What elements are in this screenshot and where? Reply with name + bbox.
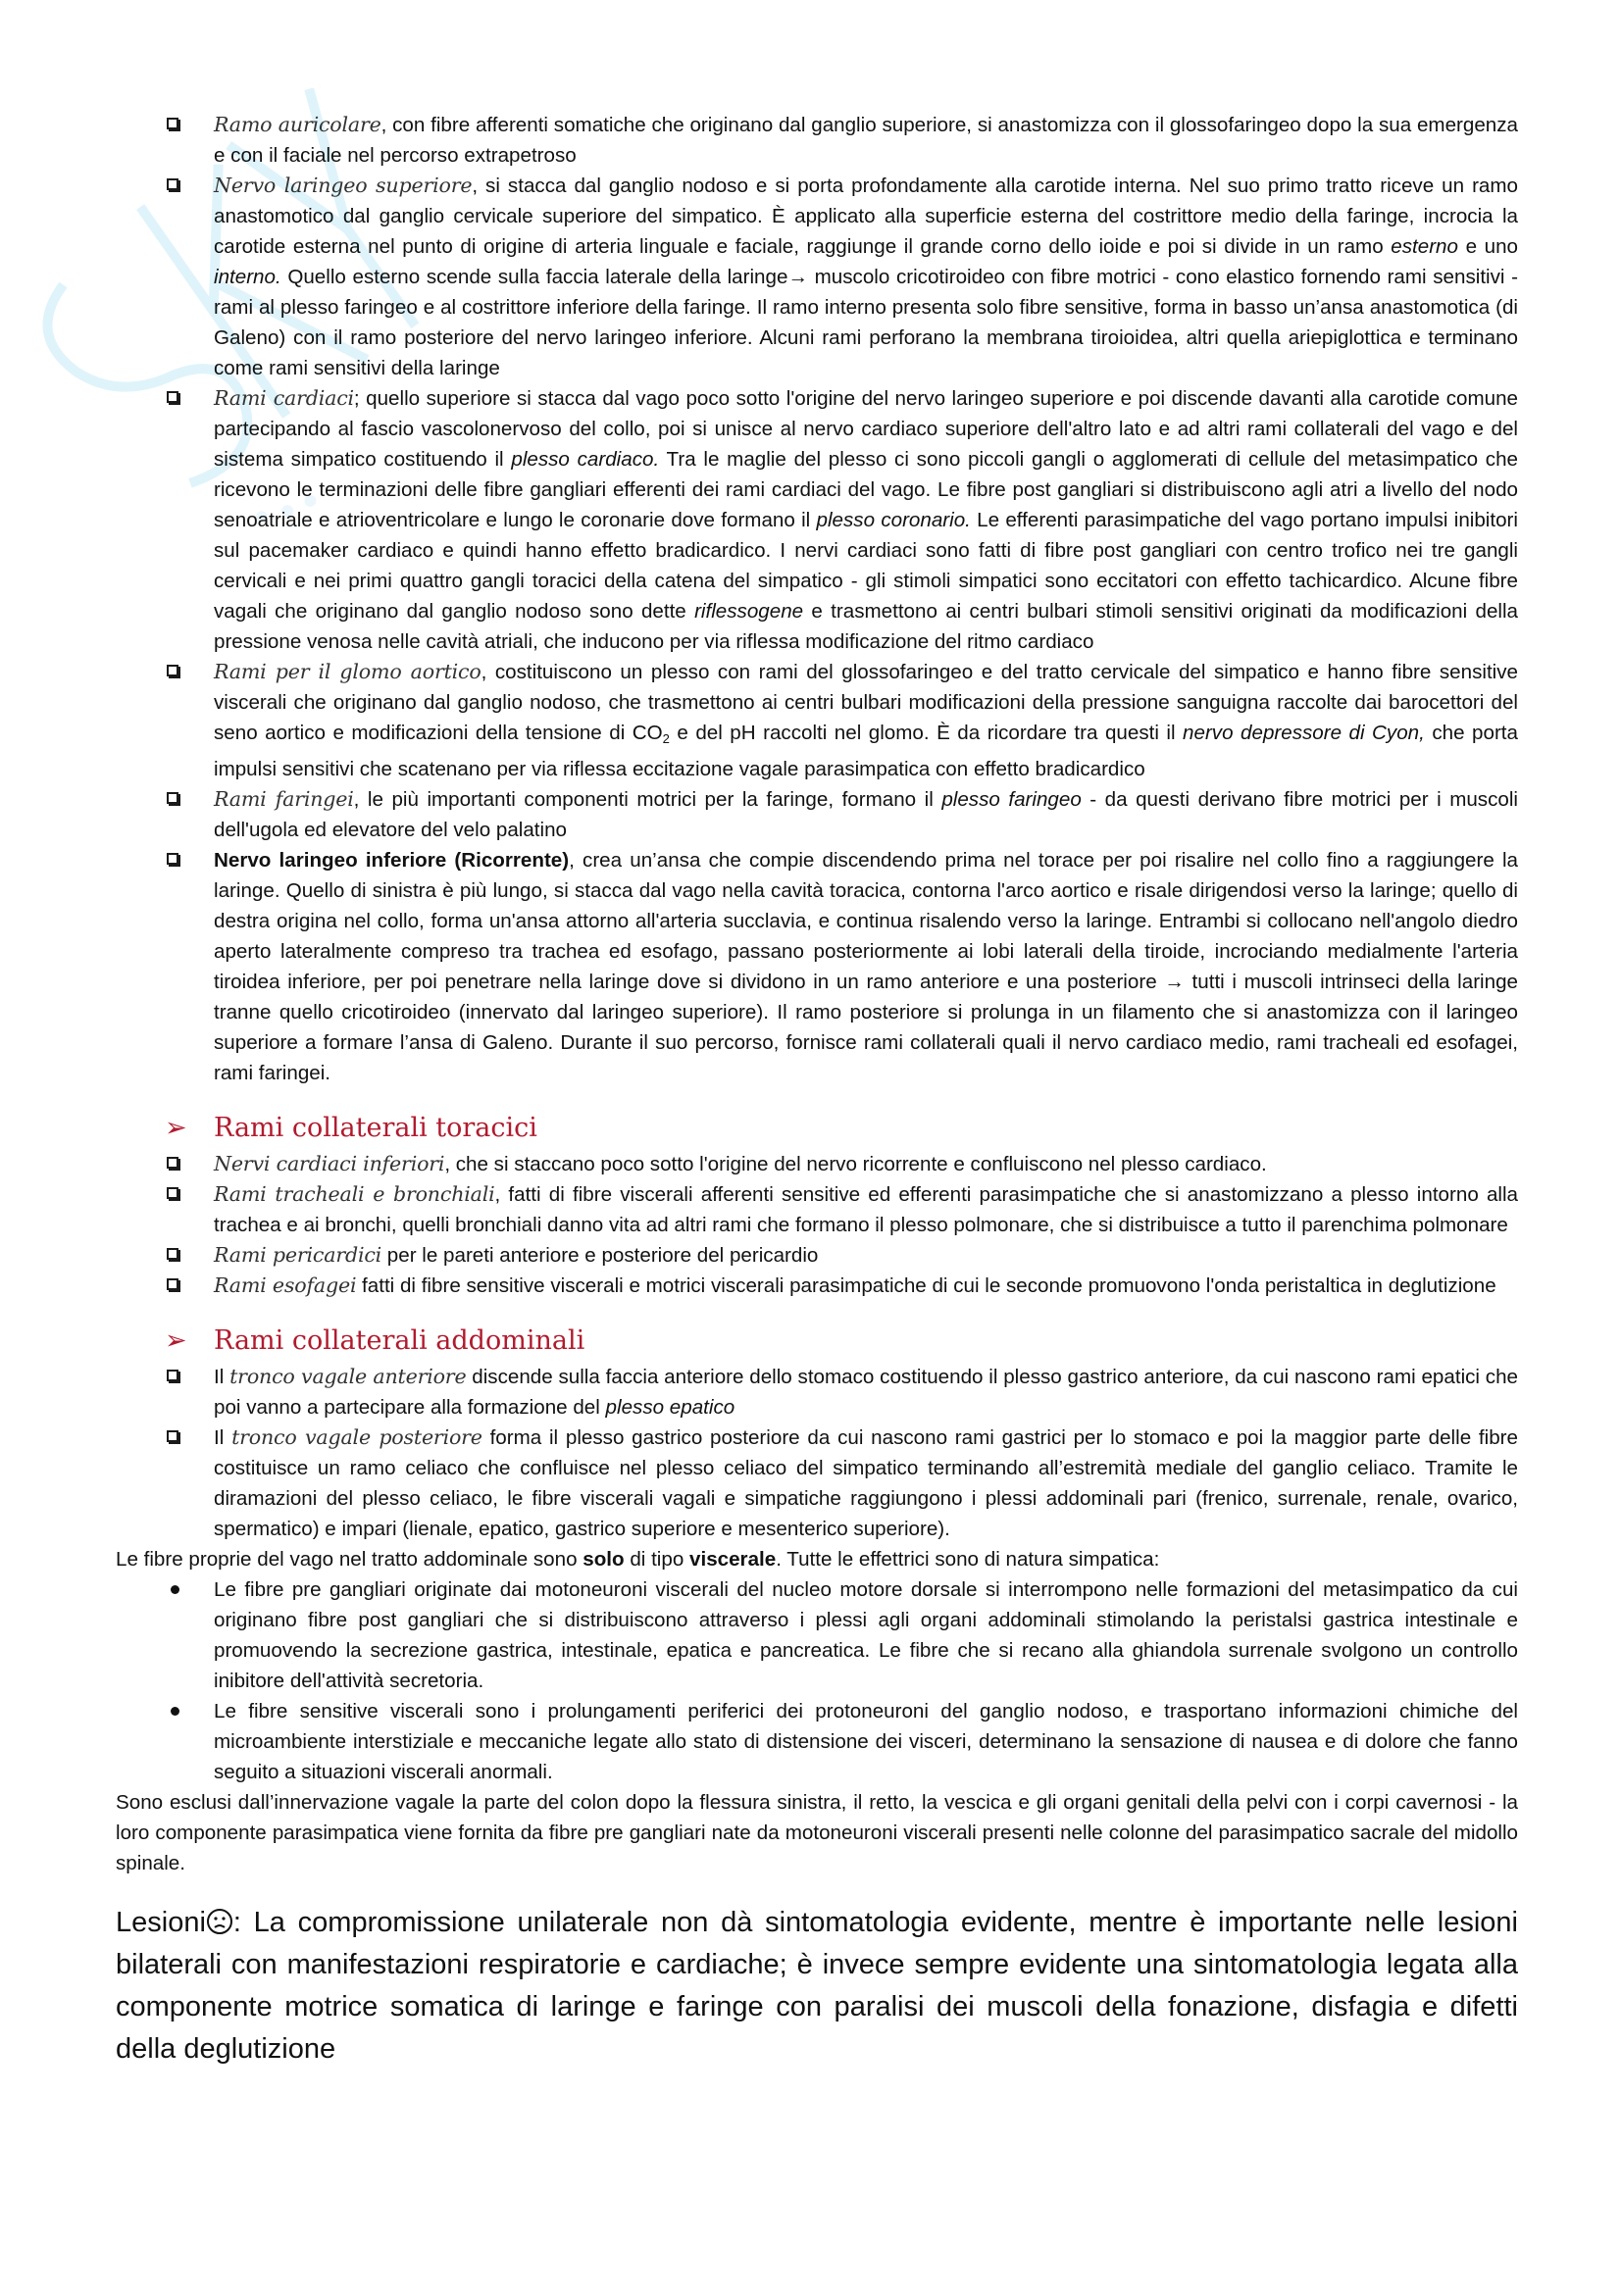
term: Rami esofagei (214, 1273, 357, 1297)
checkbox-bullet-icon (167, 1278, 178, 1290)
sad-face-icon (206, 1908, 233, 1935)
list-item: Nervi cardiaci inferiori, che si staccano poco sotto l'origine del nervo ricorrente e confluiscono nel plesso cardiaco. (116, 1149, 1518, 1179)
list-item-rami-glomo-aortico: Rami per il glomo aortico, costituiscono un plesso con rami del glossofaringeo e del tratto cervicale del simpatico e hanno fibre sensitive viscerali che originano dal ganglio nodoso, che trasmettono ai centri bulbari modificazioni della pressione sanguigna raccolte dai barocettori del seno aortico e modificazioni della tensione di $CO_2$ e del pH raccolti nel glomo. È da ricordare tra questi il nervo depressore di Cyon, che porta impulsi sensitivi che scatenano per via riflessa eccitazione vagale parasimpatica con effetto bradicardico (116, 657, 1518, 784)
term: Ramo auricolare (214, 113, 381, 136)
term: Nervo laringeo inferiore (Ricorrente) (214, 849, 570, 872)
term: Rami tracheali e bronchiali (214, 1182, 495, 1206)
checkbox-bullet-icon (167, 665, 178, 676)
bullet-item: Le fibre sensitive viscerali sono i prolungamenti periferici dei protoneuroni del ganglio nodoso, e trasportano informazioni chimiche del microambiente interstiziale e meccaniche legate allo stato di distensione dei visceri, determinano la sensazione di nausea e di dolore che fanno seguito a situazioni viscerali anormali. (116, 1696, 1518, 1787)
list-item-nervo-laringeo-superiore: Nervo laringeo superiore, si stacca dal ganglio nodoso e si porta profondamente alla carotide interna. Nel suo primo tratto riceve un ramo anastomotico dal ganglio cervicale superiore del simpatico. È applicato alla superficie esterna del costrittore medio della faringe, incrocia la carotide esterna nel punto di origine di arteria linguale e faciale, raggiunge il grande corno dello ioide e poi si divide in un ramo esterno e uno interno. Quello esterno scende sulla faccia laterale della laringe→ muscolo cricotiroideo con fibre motrici - cono elastico fornendo rami sensitivi - rami al plesso faringeo e al costrittore inferiore della faringe. Il ramo interno presenta solo fibre sensitive, forma in basso un’ansa anastomotica (di Galeno) con il ramo posteriore del nervo laringeo inferiore. Alcuni rami perforano la membrana tiroioidea, altri quella ariepiglottica e terminano come rami sensitivi della laringe (116, 171, 1518, 383)
section-heading-addominali: ➢ Rami collaterali addominali (116, 1323, 1518, 1360)
term: tronco vagale posteriore (231, 1425, 482, 1449)
list-item: Rami esofagei fatti di fibre sensitive viscerali e motrici viscerali parasimpatiche di cui le seconde promuovono l'onda peristaltica in deglutizione (116, 1271, 1518, 1301)
dot-bullet-icon (171, 1707, 179, 1716)
dot-bullet-icon (171, 1585, 179, 1594)
paragraph-closing: Sono esclusi dall’innervazione vagale la parte del colon dopo la flessura sinistra, il retto, la vescica e gli organi genitali della pelvi con i corpi cavernosi - la loro componente parasimpatica viene fornita da fibre pre gangliari nate da motoneuroni viscerali presenti nelle colonne del parasimpatico sacrale del midollo spinale. (116, 1791, 1518, 1874)
bullet-item: Le fibre pre gangliari originate dai motoneuroni viscerali del nucleo motore dorsale si interrompono nelle formazioni del metasimpatico da cui originano fibre post gangliari che si distribuiscono attraverso i plessi agli organi addominali stimolando la peristalsi gastrica intestinale e promuovendo la secrezione gastrica, intestinale, epatica e pancreatica. Le fibre che si recano alla ghiandola surrenale svolgono un controllo inibitore dell'attività secretoria. (116, 1574, 1518, 1696)
list-item: Rami pericardici per le pareti anteriore e posteriore del pericardio (116, 1240, 1518, 1271)
list-item-rami-cardiaci: Rami cardiaci; quello superiore si stacca dal vago poco sotto l'origine del nervo laringeo superiore e poi discende davanti alla carotide comune partecipando al fascio vascolonervoso del collo, poi si unisce al nervo cardiaco superiore dell'altro lato e ad altri rami collaterali del vago e del sistema simpatico costituendo il plesso cardiaco. Tra le maglie del plesso ci sono piccoli gangli o agglomerati di cellule del metasimpatico che ricevono le terminazioni delle fibre gangliari efferenti dei rami cardiaci del vago. Le fibre post gangliari si distribuiscono agli atri a livello del nodo senoatriale e atrioventricolare e lungo le coronarie dove formano il plesso coronario. Le efferenti parasimpatiche del vago portano impulsi inibitori sul pacemaker cardiaco e quindi hanno effetto bradicardico. I nervi cardiaci sono fatti di fibre post gangliari con centro trofico nei tre gangli cervicali e nei primi quattro gangli toracici della catena del simpatico - gli stimoli simpatici sono eccitatori con effetto tachicardico. Alcune fibre vagali che originano dal ganglio nodoso sono dette riflessogene e trasmettono ai centri bulbari stimoli sensitivi originati da modificazioni della pressione venosa nelle cavità atriali, che inducono per via riflessa modificazione del ritmo cardiaco (116, 383, 1518, 657)
term: Rami per il glomo aortico (214, 660, 481, 683)
term: tronco vagale anteriore (229, 1365, 467, 1388)
list-item-ramo-auricolare: Ramo auricolare, con fibre afferenti somatiche che originano dal ganglio superiore, si anastomizza con il glossofaringeo dopo la sua emergenza e con il faciale nel percorso extrapetroso (116, 110, 1518, 171)
checkbox-bullet-icon (167, 1370, 178, 1381)
checkbox-bullet-icon (167, 178, 178, 190)
checkbox-bullet-icon (167, 1157, 178, 1169)
checkbox-bullet-icon (167, 391, 178, 403)
term: Nervi cardiaci inferiori (214, 1152, 445, 1175)
list-item-tronco-vagale-anteriore: Il tronco vagale anteriore discende sulla faccia anteriore dello stomaco costituendo il plesso gastrico anteriore, da cui nascono rami epatici che poi vanno a partecipare alla formazione del plesso epatico (116, 1362, 1518, 1423)
term: Rami faringei (214, 787, 354, 811)
checkbox-bullet-icon (167, 853, 178, 865)
term: Rami cardiaci (214, 386, 354, 410)
checkbox-bullet-icon (167, 792, 178, 804)
checkbox-bullet-icon (167, 1187, 178, 1199)
document-page (116, 110, 1518, 2071)
list-item-tronco-vagale-posteriore: Il tronco vagale posteriore forma il plesso gastrico posteriore da cui nascono rami gastrici per lo stomaco e poi la maggior parte delle fibre costituisce un ramo celiaco che confluisce nel plesso celiaco del simpatico terminando all’estremità mediale del ganglio celiaco. Tramite le diramazioni del plesso celiaco, le fibre viscerali vagali e simpatiche raggiungono i plessi addominali pari (frenico, surrenale, renale, ovarico, spermatico) e impari (lienale, epatico, gastrico superiore e mesenterico superiore). (116, 1423, 1518, 1544)
list-item: Rami tracheali e bronchiali, fatti di fibre viscerali afferenti sensitive ed efferenti parasimpatiche che si anastomizzano a plesso intorno alla trachea e ai bronchi, quelli bronchiali danno vita ad altri rami che formano il plesso polmonare, che si distribuisce a tutto il parenchima polmonare (116, 1179, 1518, 1240)
arrow-bullet-icon: ➢ (165, 1113, 187, 1143)
checkbox-bullet-icon (167, 118, 178, 129)
checkbox-bullet-icon (167, 1430, 178, 1442)
term: Rami pericardici (214, 1243, 382, 1267)
list-item-nervo-laringeo-inferiore: Nervo laringeo inferiore (Ricorrente), crea un’ansa che compie discendendo prima nel torace per poi risalire nel collo fino a raggiungere la laringe. Quello di sinistra è più lungo, si stacca dal vago nella cavità toracica, contorna l'arco aortico e risale dirigendosi verso la laringe; quello di destra origina nel collo, forma un'ansa attorno all'arteria succlavia, e continua risalendo verso la laringe. Entrambi si collocano nell'angolo diedro aperto lateralmente compreso tra trachea ed esofago, passano posteriormente ai lobi laterali della tiroide, incrociando medialmente l'arteria tiroidea inferiore, per poi penetrare nella laringe dove si dividono in un ramo anteriore e una posteriore → tutti i muscoli intrinseci della laringe tranne quello cricotiroideo (innervato dal laringeo superiore). Il ramo posteriore si prolunga in un filamento che si anastomizza con il laringeo superiore a formare l’ansa di Galeno. Durante il suo percorso, fornisce rami collaterali quali il nervo cardiaco medio, rami tracheali ed esofagei, rami faringei. (116, 845, 1518, 1088)
section-heading-toracici: ➢ Rami collaterali toracici (116, 1110, 1518, 1147)
paragraph-intro: Le fibre proprie del vago nel tratto addominale sono solo di tipo viscerale. Tutte le effettrici sono di natura simpatica: (116, 1548, 1160, 1571)
list-item-rami-faringei: Rami faringei, le più importanti componenti motrici per la faringe, formano il plesso faringeo - da questi derivano fibre motrici per i muscoli dell'ugola ed elevatore del velo palatino (116, 784, 1518, 845)
arrow-bullet-icon: ➢ (165, 1325, 187, 1356)
checkbox-bullet-icon (167, 1248, 178, 1260)
term: Nervo laringeo superiore (214, 174, 473, 197)
paragraph-lesioni: Lesioni : La compromissione unilaterale non dà sintomatologia evidente, mentre è importante nelle lesioni bilaterali con manifestazioni respiratorie e cardiache; è invece sempre evidente una sintomatologia legata alla componente motrice somatica di laringe e faringe con paralisi dei muscoli della fonazione, disfagia e difetti della deglutizione (116, 1907, 1518, 2065)
